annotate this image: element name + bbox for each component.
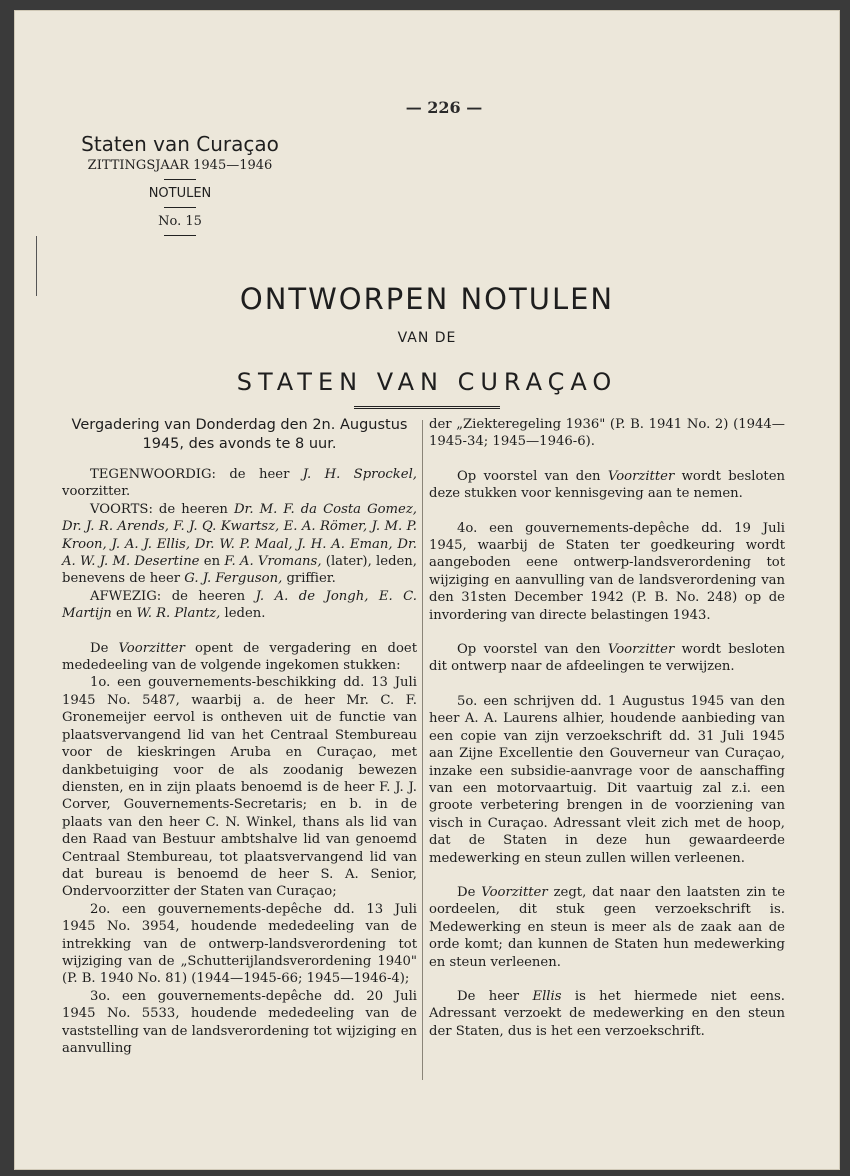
item-3: 3o. een gouvernements-depêche dd. 20 Juli 1945 No. 5533, houdende mededeeling van de vaststelling van de landsverordening tot wijziging en aanvulling (62, 988, 417, 1056)
header-divider (164, 207, 196, 208)
attendance-present: TEGENWOORDIG: de heer J. H. Sprockel, voorzitter. (62, 467, 417, 500)
attendance-also: VOORTS: de heeren Dr. M. F. da Costa Gomez, Dr. J. R. Arends, F. J. Q. Kwartsz, E. A. Römer, J. M. P. Kroon, J. A. J. Ellis, Dr. W. P. Maal, J. H. A. Eman, Dr. A. W. J. M. Desertine en F. A. Vromans, (later), leden, benevens de heer G. J. Ferguson, griffier. (62, 501, 417, 587)
decision-2: Op voorstel van den Voorzitter wordt besloten dit ontwerp naar de afdeelingen te verwijzen. (429, 642, 785, 675)
item-1: 1o. een gouvernements-beschikking dd. 13 Juli 1945 No. 5487, waarbij a. de heer Mr. C. F. Gronemeijer eervol is ontheven uit de functie van plaatsvervangend lid van het Centraal Stembureau voor de kieskringen Aruba en Curaçao, met dankbetuiging voor de als zoodanig bewezen diensten, en in zijn plaats benoemd is de heer F. J. J. Corver, Gouvernements-Secretaris; en b. in de plaats van den heer C. N. Winkel, thans als lid van den Raad van Bestuur ambtshalve lid van genoemd Centraal Stembureau, tot plaatsvervangend lid van dat bureau is benoemd de heer S. A. Senior, Ondervoorzitter der Staten van Curaçao; (62, 675, 417, 900)
publication-header (70, 132, 290, 242)
document-page (14, 10, 840, 1170)
ellis-statement: De heer Ellis is het hiermede niet eens. Adressant verzoekt de medewerking en den steun der Staten, dus is het een verzoekschrift. (429, 988, 786, 1039)
title-connector: VAN DE (397, 330, 457, 346)
subtitle: STATEN VAN CURAÇAO (236, 368, 618, 396)
publication-title: Staten van Curaçao (81, 132, 279, 156)
column-divider (422, 420, 423, 1080)
meeting-heading: Vergadering van Donderdag den 2n. Augustus 1945, des avonds te 8 uur. (71, 417, 408, 452)
issue-number: No. 15 (158, 214, 202, 229)
opening-paragraph: De Voorzitter opent de vergadering en doet mededeeling van de volgende ingekomen stukken: (62, 640, 417, 674)
header-divider (164, 235, 196, 236)
main-title: ONTWORPEN NOTULEN (239, 282, 615, 316)
notulen-label: NOTULEN (148, 186, 212, 201)
page-number: — 226 — (405, 98, 483, 117)
item-3-continuation: der „Ziekteregeling 1936" (P. B. 1941 No. 2) (1944—1945-34; 1945—1946-6). (429, 417, 785, 450)
right-column (429, 416, 785, 1040)
item-2: 2o. een gouvernements-depêche dd. 13 Juli 1945 No. 3954, houdende mededeeling van de intrekking van de ontwerp-landsverordening tot wijziging van de „Schutterijlandsverordening 1940" (P. B. 1940 No. 81) (1944—1945-66; 1945—1946-4); (62, 901, 417, 987)
left-column (62, 416, 417, 1057)
decision-1: Op voorstel van den Voorzitter wordt besloten deze stukken voor kennisgeving aan te nemen. (429, 468, 785, 502)
item-4: 4o. een gouvernements-depêche dd. 19 Juli 1945, waarbij de Staten ter goedkeuring wordt aangeboden eene ontwerp-landsverordening tot wijziging en aanvulling van de landsverordening van den 31sten December 1942 (P. B. No. 248) op de invordering van directe belastingen 1943. (429, 520, 785, 623)
session-year: ZITTINGSJAAR 1945—1946 (87, 158, 273, 173)
voorzitter-statement: De Voorzitter zegt, dat naar den laatsten zin te oordeelen, dit stuk geen verzoekschrift is. Medewerking en steun is meer als de zaak aan de orde komt; dan kunnen de Staten hun medewerking en steun verleenen. (429, 884, 785, 970)
item-5: 5o. een schrijven dd. 1 Augustus 1945 van den heer A. A. Laurens alhier, houdende aanbieding van een copie van zijn verzoekschrift dd. 31 Juli 1945 aan Zijne Excellentie den Gouverneur van Curaçao, inzake een subsidie-aanvrage voor de aanschaffing van een motorvaartuig. Dit vaartuig zal z.i. een groote verbetering brengen in de voorziening van visch in Curaçao. Adressant vleit zich met de hoop, dat de Staten in deze hun gewaardeerde medewerking en steun zullen willen verleenen. (429, 693, 785, 866)
subtitle-underline (354, 406, 500, 409)
attendance-absent: AFWEZIG: de heeren J. A. de Jongh, E. C. Martijn en W. R. Plantz, leden. (62, 588, 417, 622)
header-divider (164, 179, 196, 180)
